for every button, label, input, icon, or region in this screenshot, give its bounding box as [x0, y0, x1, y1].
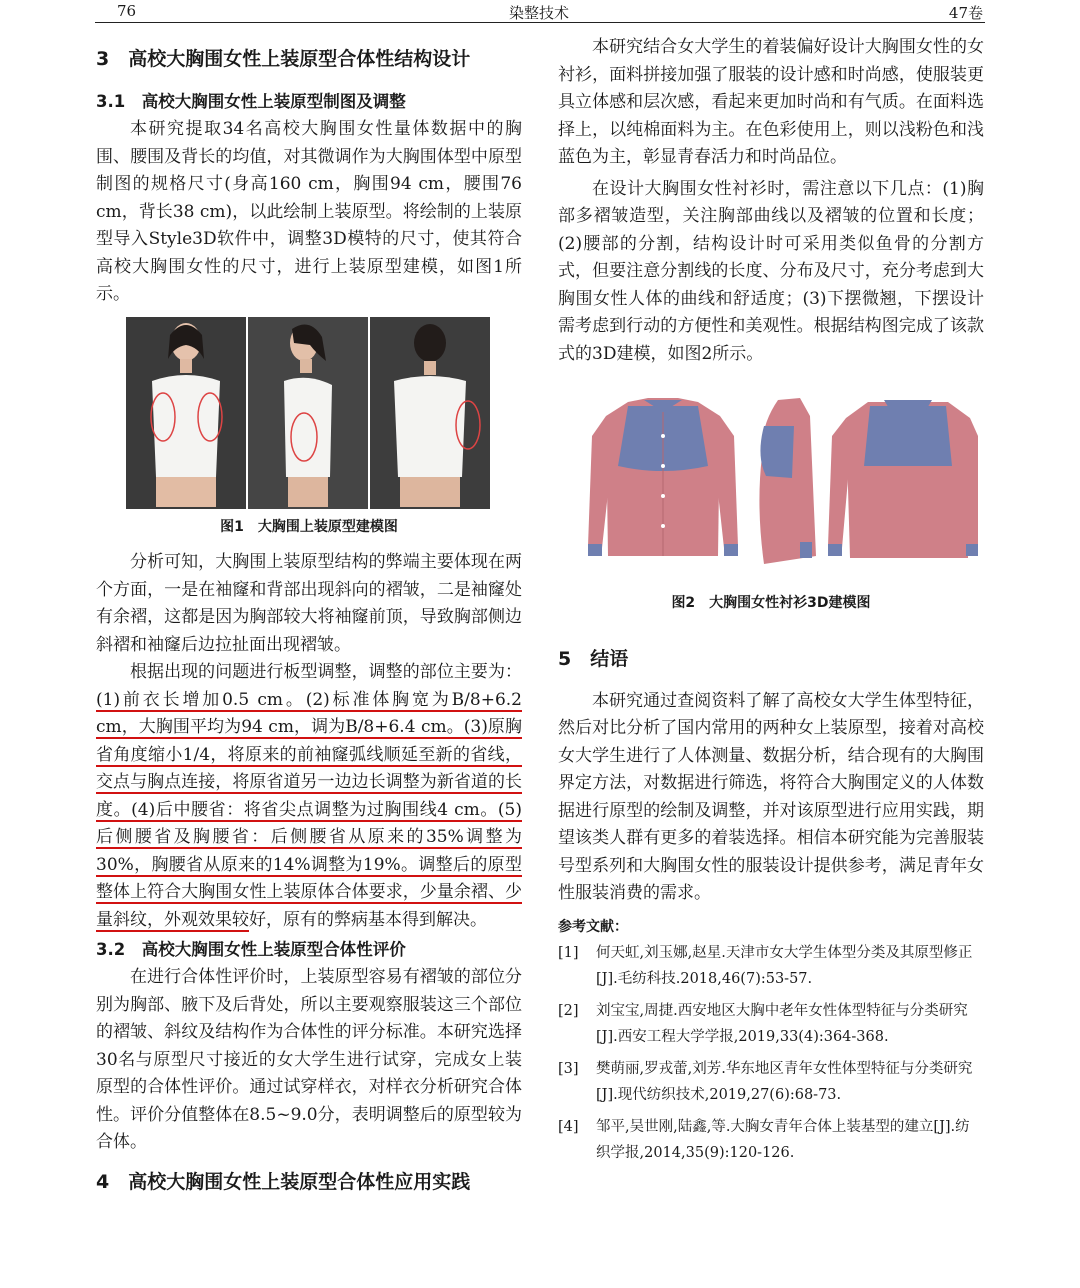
reference-number: [4] — [558, 1118, 579, 1135]
references-title: 参考文献： — [558, 918, 628, 935]
paragraph: 在设计大胸围女性衬衫时，需注意以下几点：(1)胸部多褶皱造型，关注胸部曲线以及褶皱的位置和长度；(2)腰部的分割，结构设计时可采用类似鱼骨的分割方式，但要注意分割线的长度、分布及尺寸，充分考虑到大胸围女性人体的曲线和舒适度；(3)下摆微翘，下摆设计需考虑到行动的方便性和美观性。根据结构图完成了该款式的3D建模，如图2所示。 — [558, 178, 984, 364]
reference-item — [558, 940, 984, 992]
volume: 47卷 — [948, 4, 983, 22]
section-3-title: 3 高校大胸围女性上装原型合体性结构设计 — [96, 48, 471, 70]
running-header — [95, 0, 985, 23]
journal-name: 染整技术 — [509, 4, 570, 22]
paragraph: 分析可知，大胸围上装原型结构的弊端主要体现在两个方面，一是在袖窿和背部出现斜向的褶皱，二是袖窿处有余褶，这都是因为胸部较大将袖窿前顶，导致胸部侧边斜褶和袖窿后边拉扯面出现褶皱。 — [96, 552, 522, 655]
reference-number: [3] — [558, 1060, 579, 1077]
figure-1-caption: 图1 大胸围上装原型建模图 — [220, 518, 398, 535]
section-4-title: 4 高校大胸围女性上装原型合体性应用实践 — [96, 1170, 471, 1193]
reference-text: 樊萌丽,罗戎蕾,刘芳.华东地区青年女性体型特征与分类研究[J].现代纺织技术,2019,27(6):68-73. — [596, 1060, 973, 1103]
paragraph-end: 好，原有的弊病基本得到解决。 — [249, 909, 487, 930]
section-3-2-title: 3.2 高校大胸围女性上装原型合体性评价 — [96, 940, 406, 959]
reference-number: [2] — [558, 1002, 579, 1019]
reference-number: [1] — [558, 944, 579, 961]
reference-text: 邹平,吴世刚,陆鑫,等.大胸女青年合体上装基型的建立[J].纺织学报,2014,35(9):120-126. — [596, 1118, 970, 1161]
reference-item — [558, 998, 984, 1050]
reference-item — [558, 1114, 984, 1166]
paragraph: 本研究提取34名高校大胸围女性量体数据中的胸围、腰围及背长的均值，对其微调作为大胸围体型中原型制图的规格尺寸(身高160 cm，胸围94 cm，腰围76 cm，背长38 cm)，以此绘制上装原型。将绘制的上装原型导入Style3D软件中，调整3D模特的尺寸，使其符合高校大胸围女性的尺寸，进行上装原型建模，如图1所示。 — [96, 119, 522, 304]
paragraph-start: 根据出现的问题进行板型调整，调整的部位主要为： — [130, 662, 522, 682]
figure-1 — [126, 317, 490, 509]
reference-item — [558, 1056, 984, 1108]
figure-1-image — [126, 317, 490, 509]
paragraph: 在进行合体性评价时，上装原型容易有褶皱的部位分别为胸部、腋下及后背处，所以主要观察服装这三个部位的褶皱、斜纹及结构作为合体性的评分标准。本研究选择30名与原型尺寸接近的女大学生进行试穿，完成女上装原型的合体性评价。通过试穿样衣，对样衣分析研究合体性。评价分值整体在8.5~9.0分，表明调整后的原型较为合体。 — [96, 967, 522, 1152]
reference-list — [558, 940, 984, 1166]
paragraph: 本研究结合女大学生的着装偏好设计大胸围女性的女衬衫，面料拼接加强了服装的设计感和时尚感，使服装更具立体感和层次感，看起来更加时尚和有气质。在面料选择上，以纯棉面料为主。在色彩使用上，则以浅粉色和浅蓝色为主，彰显青春活力和时尚品位。 — [558, 37, 984, 167]
paragraph: 本研究通过查阅资料了解了高校女大学生体型特征，然后对比分析了国内常用的两种女上装原型，接着对高校女大学生进行了人体测量、数据分析，结合现有的大胸围界定方法，对数据进行筛选，将符合大胸围定义的人体数据进行原型的绘制及调整，并对该原型进行应用实践，期望该类人群有更多的着装选择。相信本研究能为完善服装号型系列和大胸围女性的服装设计提供参考，满足青年女性服装消费的需求。 — [558, 690, 984, 903]
section-5-title: 5 结语 — [558, 647, 629, 670]
reference-text: 刘宝宝,周捷.西安地区大胸中老年女性体型特征与分类研究[J].西安工程大学学报,2019,33(4):364-368. — [596, 1002, 968, 1045]
figure-2-image — [588, 396, 978, 566]
reference-text: 何天虹,刘玉娜,赵星.天津市女大学生体型分类及其原型修正[J].毛纺科技.2018,46(7):53-57. — [596, 944, 973, 987]
page-number: 76 — [117, 2, 137, 20]
right-column — [558, 34, 984, 1172]
figure-2-caption: 图2 大胸围女性衬衫3D建模图 — [671, 595, 871, 611]
paragraph — [96, 659, 522, 934]
left-column — [96, 44, 522, 1196]
highlighted-adjustments: (1)前衣长增加0.5 cm。(2)标准体胸宽为B/8+6.2 cm，大胸围平均为94 cm，调为B/8+6.4 cm。(3)原胸省角度缩小1/4，将原来的前袖窿弧线顺延至新的省线，交点与胸点连接，将原省道另一边边长调整为新省道的长度。(4)后中腰省：将省尖点调整为过胸围线4 cm。(5)后侧腰省及胸腰省：后侧腰省从原来的35%调整为30%，胸腰省从原来的14%调整为19%。调整后的原型整体上符合大胸围女性上装原体合体要求，少量余褶、少量斜纹，外观效果较 — [96, 689, 522, 930]
section-3-1-title: 3.1 高校大胸围女性上装原型制图及调整 — [96, 92, 406, 111]
figure-2 — [588, 396, 978, 566]
